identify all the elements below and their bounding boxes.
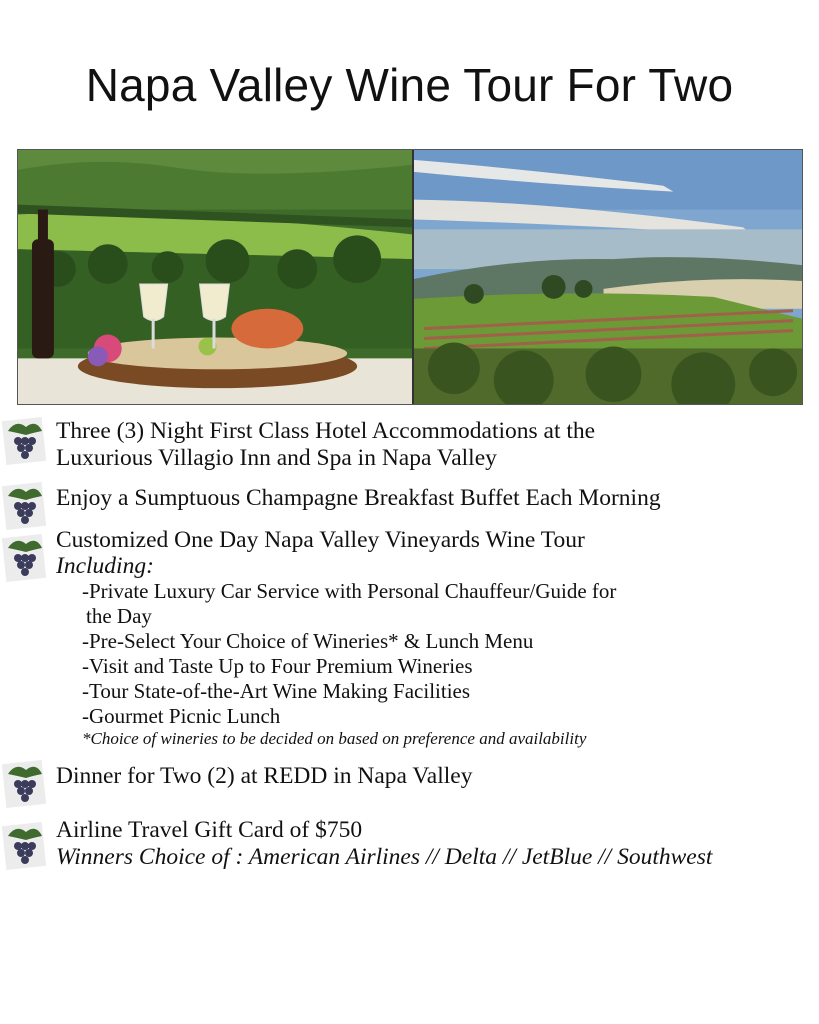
grape-cluster-icon [2,760,46,808]
item-dinner-line-1: Dinner for Two (2) at REDD in Napa Valley [56,763,473,789]
detail-picnic: -Gourmet Picnic Lunch [82,704,281,728]
photo-banner [17,149,803,405]
item-breakfast-line-1: Enjoy a Sumptuous Champagne Breakfast Buffet Each Morning [56,485,661,511]
detail-the-day: the Day [86,604,152,628]
detail-car-service: -Private Luxury Car Service with Personal Chauffeur/Guide for [82,579,617,603]
item-hotel-line-1: Three (3) Night First Class Hotel Accommodations at the [56,418,596,444]
vineyard-landscape-photo [414,150,802,404]
item-airline-choice: Winners Choice of : American Airlines // Delta // JetBlue // Southwest [56,844,713,870]
grape-cluster-icon [2,822,46,870]
grape-cluster-icon [2,417,46,465]
grape-cluster-icon [2,534,46,582]
detail-taste: -Visit and Taste Up to Four Premium Wineries [82,654,473,678]
wine-picnic-photo-icon [18,150,412,404]
detail-facilities: -Tour State-of-the-Art Wine Making Facilities [82,679,471,703]
item-wine-tour-line-1: Customized One Day Napa Valley Vineyards Wine Tour [56,527,585,553]
wineries-note: *Choice of wineries to be decided on based on preference and availability [82,729,587,748]
wine-picnic-photo [18,150,414,404]
vineyard-landscape-photo-icon [414,150,802,404]
detail-preselect: -Pre-Select Your Choice of Wineries* & Lunch Menu [82,629,534,653]
grape-cluster-icon [2,482,46,530]
item-wine-tour-including: Including: [56,553,154,579]
item-hotel-line-2: Luxurious Villagio Inn and Spa in Napa Valley [56,445,497,471]
page-title: Napa Valley Wine Tour For Two [85,59,734,111]
item-airline-line-1: Airline Travel Gift Card of $750 [56,817,363,843]
